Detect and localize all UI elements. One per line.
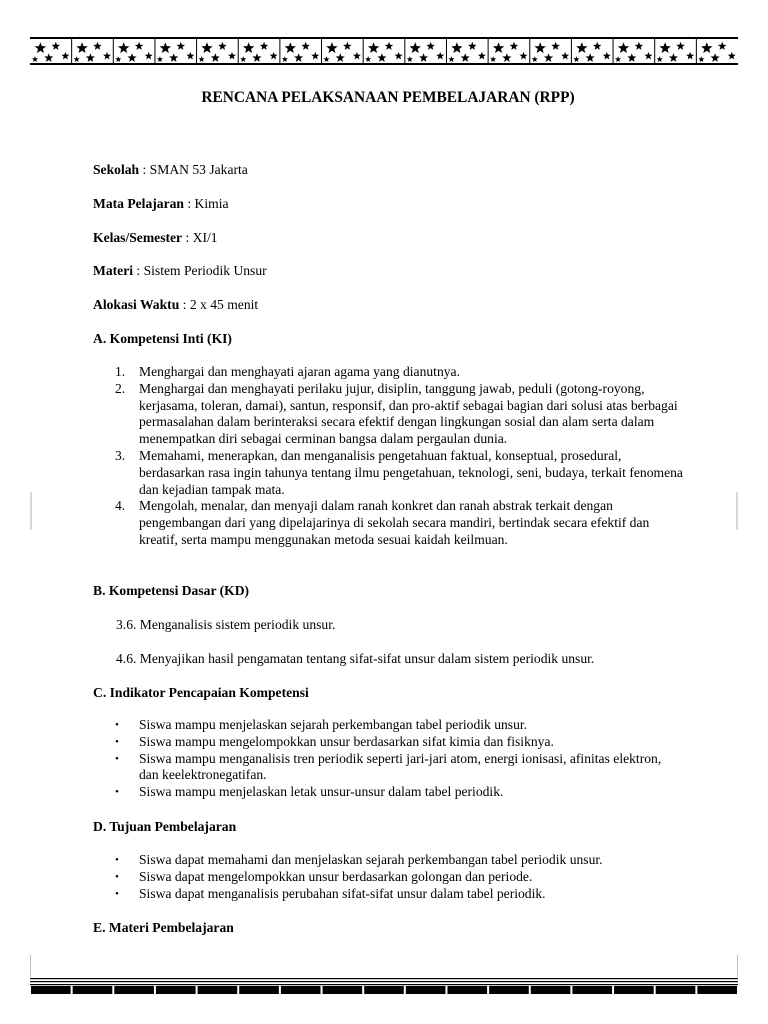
star-icon xyxy=(728,52,736,60)
star-icon xyxy=(395,52,403,60)
star-icon xyxy=(701,42,712,53)
field-materi xyxy=(93,262,267,279)
star-icon xyxy=(135,42,144,50)
star-icon xyxy=(311,52,319,60)
item-text: Siswa mampu mengelompokkan unsur berdasarkan sifat kimia dan fisiknya. xyxy=(139,733,554,749)
list-item xyxy=(93,869,683,886)
bullet-icon: • xyxy=(115,719,119,731)
star-icon xyxy=(353,52,361,60)
field-mata-pelajaran xyxy=(93,195,229,212)
star-icon xyxy=(285,42,296,53)
star-icon xyxy=(201,42,212,53)
star-icon xyxy=(593,42,602,50)
star-icon xyxy=(419,53,428,62)
star-icon xyxy=(35,42,46,53)
list-item xyxy=(93,498,683,548)
field-kelas-semester xyxy=(93,229,218,246)
section-heading-ki: A. Kompetensi Inti (KI) xyxy=(93,331,232,346)
star-icon xyxy=(493,42,504,53)
document-title: RENCANA PELAKSANAAN PEMBELAJARAN (RPP) xyxy=(201,89,575,106)
star-icon xyxy=(718,42,727,50)
bullet-icon: • xyxy=(115,735,119,748)
field-value: : Kimia xyxy=(183,196,229,211)
item-text: Siswa dapat menganalisis perubahan sifat-sifat unsur dalam tabel periodik. xyxy=(139,885,546,901)
star-icon xyxy=(157,56,163,62)
star-icon xyxy=(627,53,636,62)
section-heading-indikator: C. Indikator Pencapaian Kompetensi xyxy=(93,685,309,700)
star-icon xyxy=(176,42,185,50)
star-icon xyxy=(270,52,278,60)
star-icon xyxy=(343,42,352,50)
star-icon xyxy=(451,42,462,53)
star-icon xyxy=(294,53,303,62)
item-text: Siswa mampu menjelaskan sejarah perkembangan tabel periodik unsur. xyxy=(139,717,528,732)
star-icon xyxy=(218,42,227,50)
star-icon xyxy=(461,53,470,62)
bullet-icon: • xyxy=(115,854,119,866)
star-icon xyxy=(160,42,171,53)
star-icon xyxy=(561,52,569,60)
star-icon xyxy=(93,42,102,50)
item-text: Menghargai dan menghayati perilaku jujur, disiplin, tanggung jawab, peduli (gotong-royong, kerjasama, toleran, damai), santun, responsif, dan pro-aktif sebagai bagian dari solusi atas berbagai permasalahan dalam berinteraksi secara efektif dengan lingkungan sosial dan alam serta dalam menempatkan diri sebagai cerminan bangsa dalam pergaulan dunia. xyxy=(139,380,678,447)
star-icon xyxy=(385,42,394,50)
star-icon xyxy=(676,42,685,50)
star-icon xyxy=(76,42,87,53)
star-icon xyxy=(520,52,528,60)
star-icon xyxy=(118,42,129,53)
item-text: Mengolah, menalar, dan menyaji dalam ranah konkret dan ranah abstrak terkait dengan pengembangan dari yang dipelajarinya di sekolah secara mandiri, bertindak secara efektif dan kreatif, serta mampu menggunakan metoda sesuai kaidah keilmuan. xyxy=(139,498,650,547)
bullet-icon: • xyxy=(115,870,119,883)
item-text: Menghargai dan menghayati ajaran agama yang dianutnya. xyxy=(139,364,460,379)
field-label: Alokasi Waktu xyxy=(93,297,180,312)
star-icon xyxy=(44,53,53,62)
star-icon xyxy=(436,52,444,60)
star-icon xyxy=(211,53,220,62)
field-sekolah xyxy=(93,161,248,178)
list-item xyxy=(93,784,683,801)
star-icon xyxy=(698,56,704,62)
list-item xyxy=(93,886,683,903)
list-item xyxy=(93,717,683,734)
section-heading-tujuan: D. Tujuan Pembelajaran xyxy=(93,819,237,834)
star-icon xyxy=(282,56,288,62)
star-icon xyxy=(32,56,38,62)
star-icon xyxy=(657,56,663,62)
star-icon xyxy=(551,42,560,50)
star-icon xyxy=(407,56,413,62)
star-icon xyxy=(243,42,254,53)
item-number: 1. xyxy=(115,364,126,379)
star-icon xyxy=(336,53,345,62)
kd-item: 4.6. Menyajikan hasil pengamatan tentang sifat-sifat unsur dalam sistem periodik unsur. xyxy=(116,651,595,666)
item-text: Siswa mampu menjelaskan letak unsur-unsur dalam tabel periodik. xyxy=(139,784,504,800)
star-icon xyxy=(326,42,337,53)
field-label: Mata Pelajaran xyxy=(93,196,184,211)
star-icon xyxy=(228,52,236,60)
star-icon xyxy=(301,42,310,50)
page-edge-mark-left xyxy=(30,492,32,530)
field-value: : XI/1 xyxy=(182,230,218,245)
kd-item: 3.6. Menganalisis sistem periodik unsur. xyxy=(116,617,336,632)
star-icon xyxy=(74,56,80,62)
bullet-icon: • xyxy=(115,786,119,799)
star-icon xyxy=(260,42,269,50)
bar-border-bottom xyxy=(30,955,738,995)
star-icon xyxy=(576,42,587,53)
item-text: Siswa mampu menganalisis tren periodik seperti jari-jari atom, energi ionisasi, afinitas elektron, dan keelektronegatifan. xyxy=(139,750,662,783)
star-icon xyxy=(615,56,621,62)
star-icon xyxy=(686,52,694,60)
item-number: 3. xyxy=(115,447,126,463)
star-icon xyxy=(103,52,111,60)
star-icon xyxy=(510,42,519,50)
indikator-list xyxy=(93,717,683,801)
star-icon xyxy=(478,52,486,60)
list-item xyxy=(93,364,683,381)
star-icon xyxy=(532,56,538,62)
star-icon xyxy=(711,53,720,62)
star-icon xyxy=(323,56,329,62)
page-edge-mark-right xyxy=(736,492,738,530)
star-icon xyxy=(635,42,644,50)
star-icon xyxy=(199,56,205,62)
star-icon xyxy=(586,53,595,62)
star-icon xyxy=(603,52,611,60)
tujuan-list xyxy=(93,852,683,902)
star-icon xyxy=(368,42,379,53)
item-number: 4. xyxy=(115,498,126,514)
list-item xyxy=(93,734,683,751)
star-icon xyxy=(534,42,545,53)
field-value: : Sistem Periodik Unsur xyxy=(133,263,267,278)
star-icon xyxy=(659,42,670,53)
star-icon xyxy=(240,56,246,62)
star-icon xyxy=(86,53,95,62)
star-icon xyxy=(544,53,553,62)
star-icon xyxy=(377,53,386,62)
item-text: Siswa dapat mengelompokkan unsur berdasarkan golongan dan periode. xyxy=(139,868,533,884)
list-item xyxy=(93,381,683,448)
star-icon xyxy=(115,56,121,62)
section-heading-kd: B. Kompetensi Dasar (KD) xyxy=(93,583,250,598)
item-number: 2. xyxy=(115,380,126,396)
field-label: Sekolah xyxy=(93,162,140,177)
item-text: Memahami, menerapkan, dan menganalisis pengetahuan faktual, konseptual, prosedural, berdasarkan rasa ingin tahunya tentang ilmu pengetahuan, teknologi, seni, budaya, terkait fenomena dan kejadian tampak mata. xyxy=(139,447,683,497)
field-value: : 2 x 45 menit xyxy=(179,297,259,312)
star-icon xyxy=(410,42,421,53)
field-alokasi-waktu xyxy=(93,296,258,313)
star-icon xyxy=(365,56,371,62)
star-icon xyxy=(502,53,511,62)
star-icon xyxy=(573,56,579,62)
star-icon xyxy=(669,53,678,62)
field-value: : SMAN 53 Jakarta xyxy=(139,162,248,177)
star-border-top xyxy=(30,37,738,65)
list-item xyxy=(93,751,683,785)
star-icon xyxy=(186,52,194,60)
star-icon xyxy=(468,42,477,50)
field-label: Kelas/Semester xyxy=(93,230,183,245)
star-icon xyxy=(618,42,629,53)
bullet-icon: • xyxy=(115,887,119,900)
star-icon xyxy=(52,42,61,50)
list-item xyxy=(93,852,683,869)
star-icon xyxy=(644,52,652,60)
star-icon xyxy=(127,53,136,62)
star-icon xyxy=(490,56,496,62)
list-item xyxy=(93,448,683,498)
star-icon xyxy=(61,52,69,60)
section-heading-materi: E. Materi Pembelajaran xyxy=(93,920,234,935)
ki-list xyxy=(93,364,683,549)
bullet-icon: • xyxy=(115,752,119,765)
star-icon xyxy=(252,53,261,62)
field-label: Materi xyxy=(93,263,133,278)
item-text: Siswa dapat memahami dan menjelaskan sejarah perkembangan tabel periodik unsur. xyxy=(139,852,603,867)
star-icon xyxy=(145,52,153,60)
star-icon xyxy=(448,56,454,62)
star-icon xyxy=(169,53,178,62)
star-icon xyxy=(426,42,435,50)
